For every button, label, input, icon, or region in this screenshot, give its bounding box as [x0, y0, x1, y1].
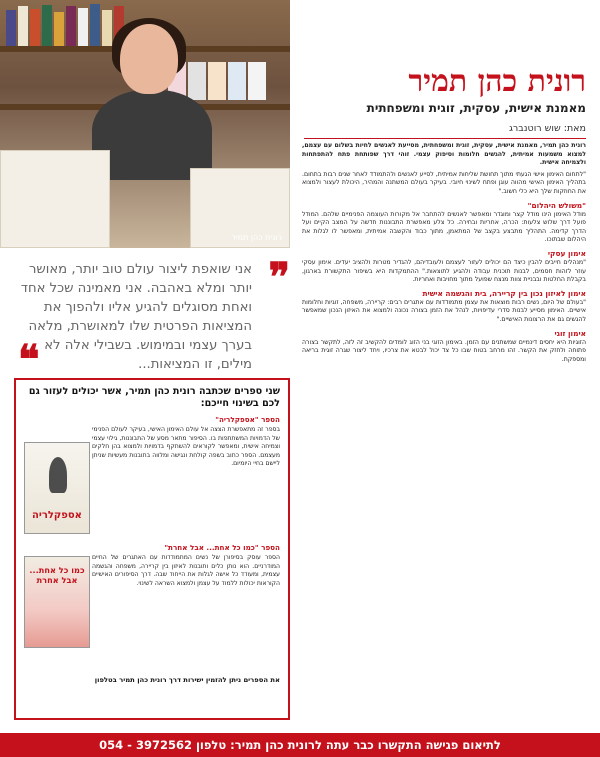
portrait-photo — [0, 0, 290, 248]
book-cover — [24, 556, 90, 648]
article-body — [302, 142, 586, 702]
book-description — [92, 544, 280, 588]
author-line: מאת: שוש רוטנברג — [508, 123, 586, 134]
cover-figure-icon — [49, 457, 67, 493]
pull-quote — [12, 254, 290, 383]
section-heading: אימון עסקי — [547, 248, 586, 258]
book-stack — [0, 150, 110, 248]
books-order-note: את הספרים ניתן להזמין ישירות דרך רונית כהן תמיר בטלפון — [94, 676, 280, 684]
cover-title: כמו כל אחת... אבל אחרת — [29, 565, 85, 585]
article-paragraph: "לתחום האימון אישי הגעתי מתוך תחושת שליחות אמיתית, לסייע לאנשים ולהתמודד לאחר שנים רבות בתחום. בתהליך האימון האישי מהווה עוגן ופתח לשינוי חיובי. בעיקר בעולם המשתנה והמהיר, היכולת לעצור ולמצוא את החוזקות שלך היא כלי חשוב." — [302, 170, 586, 195]
page-title: רונית כהן תמיר — [408, 64, 586, 99]
section-heading: אימון זוגי — [554, 328, 586, 338]
photo-caption: רונית כהן תמיר — [231, 233, 282, 242]
section-heading: "משולש היהלום" — [527, 200, 586, 210]
quote-open-icon: ❞ — [268, 254, 290, 301]
book-title: הספר "כמו כל אחת... אבל אחרת" — [164, 543, 280, 552]
book-entry — [24, 416, 280, 544]
book-cover — [24, 442, 90, 534]
article-lead: רונית כהן תמיר, מאמנת אישית, עסקית, זוגית ומשפחתית, מסייעת לאנשים לחיות בשלום עם עצמם, למצוא משמעות אמיתית, להגשים חלומות וסיפוק עצמי. זוהי דרך שפותחת פתח להתפתחות ולצמיחה אישית. — [302, 142, 586, 167]
contact-bar: לתיאום פגישה התקשרו כבר עתה לרונית כהן תמיר: טלפון 3972562 - 054 — [0, 733, 600, 757]
book-description — [92, 416, 280, 468]
book-entry — [24, 544, 280, 672]
cover-title: אספקלריה — [32, 510, 82, 521]
books-box-heading: שני ספרים שכתבה רונית כהן תמיר, אשר יכולים לעזור גם לכם בשינוי חייכם: — [28, 386, 280, 409]
article-paragraph: "מנהלים חייבים להבין כיצד הם יכולים לעזור לעצמם ולעובדיהם, להגדיר מטרות ולהציב יעדים. אימון עסקי עוזר לזהות חסמים, לבנות תוכנית עבודה ולהגיע לתוצאות." ההתמקדות היא בשיפור התקשורת בארגון, בקבלת החלטות ובבניית צוות מנצח שפועל מתוך מחויבות ואחריות. — [302, 258, 586, 284]
title-divider — [304, 138, 586, 139]
books-box — [14, 378, 290, 720]
quote-close-icon: ❝ — [18, 336, 40, 383]
book-title: הספר "אספקלריה" — [215, 415, 280, 424]
article-paragraph: "בעולם של היום, נשים רבות מוצאות את עצמן מתמודדות עם אתגרים רבים: קריירה, משפחה, זוגיות וחלומות אישיים. האימון מסייע לבנות סדרי עדיפויות, לנהל את הזמן בצורה נכונה ולמצוא את האיזון הנכון שמאפשר להגשים גם את הרצונות האישיים." — [302, 298, 586, 323]
article-paragraph: מודל האימון הינו מודל קצר ומוגדר ומאפשר לאנשים להתחבר אל מקורות העוצמה הפנימיים שלהם. המודל פועל דרך שלוש צלעות: הכרה, אחריות ובחירה. כל צלע מאפשרת התבוננות חדשה על המצב הקיים ועל הדרך קדימה. התהליך מתבצע בקצב של המתאמן, מתוך כבוד והקשבה אמיתית, ומאפשר לו לגלות את היהלום שבתוכו. — [302, 210, 586, 244]
section-heading: אימון לאיזון נכון בין קריירה, בית והגשמה אישית — [422, 288, 586, 298]
book-text: בספר זה מתאפשרת הצצה אל עולם האימון האישי, בעיקר לעולם הפנימי של הדמויות המשתתפות בו. הסיפור מתאר מסע של התבוננות, גילוי עצמי וצמיחה אישית, ומאפשר לקוראים להשתקף בדמויות ולמצוא בהן חלקים מעצמם. הספר כתוב בשפה קולחת ונגישה ומלווה בתובנות מעשיות שניתן ליישם בחיי היומיום. — [92, 426, 280, 468]
article-paragraph: הזוגיות היא יחסים דינמיים שמשתנים עם הזמן. באימון הזוגי בני הזוג לומדים להקשיב זה לזה, לתקשר בצורה פתוחה ולחזק את הקשר. זהו מרחב בטוח שבו כל צד יכול לבטא את צרכיו, ויחד ליצור שגרה זוגית בריאה ומספקת. — [302, 338, 586, 363]
pull-quote-text: אני שואפת ליצור עולם טוב יותר, מאושר יותר ומלא באהבה. אני מאמינה שכל אחד ואחת מסוגלים להגיע אליו ולהפוך את המציאות הפרטית שלו למאושרת, מלאה בערך עצמי ובמימוש. בשבילי אלה לא מילים, זו המציאות... — [20, 262, 252, 372]
page-subtitle: מאמנת אישית, עסקית, זוגית ומשפחתית — [366, 101, 586, 115]
book-text: הספר עוסק בסיפורן של נשים המתמודדות עם האתגרים של החיים המודרניים. הוא נותן כלים ותובנות לאיזון בין קריירה, משפחה והגשמה עצמית, ומעודד כל אישה לגלות את הייחוד שבה. דרך הסיפורים האישיים הקוראות יכולות ללמוד על עצמן ולמצוא השראה לשינוי. — [92, 554, 280, 587]
